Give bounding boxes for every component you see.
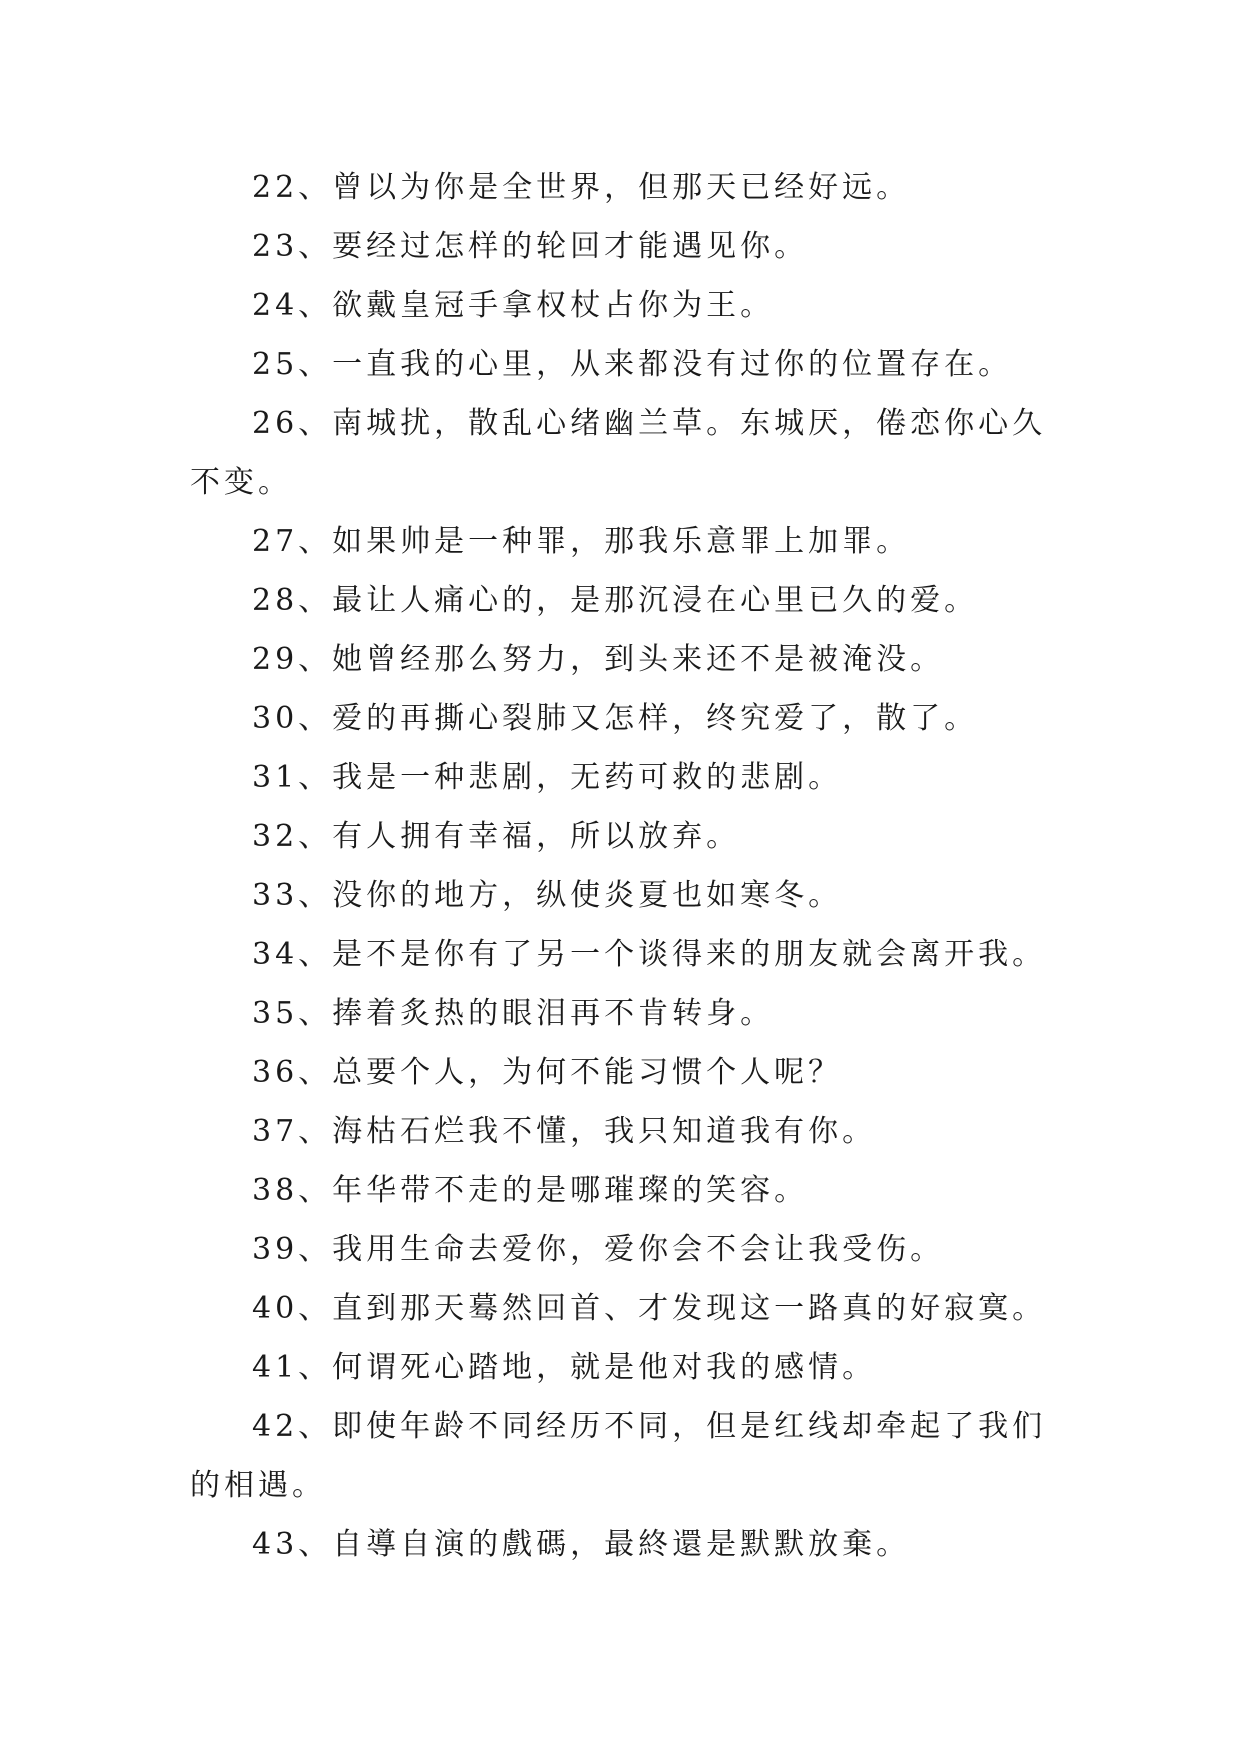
paragraph-26: 26、南城扰，散乱心绪幽兰草。东城厌，倦恋你心久不变。 [190,406,1047,500]
paragraph-29: 29、她曾经那么努力，到头来还不是被淹没。 [252,642,945,677]
paragraph-30: 30、爱的再撕心裂肺又怎样，终究爱了，散了。 [252,701,979,736]
paragraph-25: 25、一直我的心里，从来都没有过你的位置存在。 [252,347,1013,382]
paragraph-36: 36、总要个人，为何不能习惯个人呢？ [252,1055,843,1090]
paragraph-39: 39、我用生命去爱你，爱你会不会让我受伤。 [252,1232,945,1267]
paragraph-41: 41、何谓死心踏地，就是他对我的感情。 [252,1350,877,1385]
paragraph-31: 31、我是一种悲剧，无药可救的悲剧。 [252,760,843,795]
paragraph-28: 28、最让人痛心的，是那沉浸在心里已久的爱。 [252,583,979,618]
paragraph-27: 27、如果帅是一种罪，那我乐意罪上加罪。 [252,524,911,559]
paragraph-22: 22、曾以为你是全世界，但那天已经好远。 [252,170,911,205]
paragraph-33: 33、没你的地方，纵使炎夏也如寒冬。 [252,878,843,913]
paragraph-35: 35、捧着炙热的眼泪再不肯转身。 [252,996,775,1031]
paragraph-43: 43、自導自演的戲碼，最終還是默默放棄。 [252,1527,911,1562]
paragraph-32: 32、有人拥有幸福，所以放弃。 [252,819,741,854]
paragraph-40: 40、直到那天蓦然回首、才发现这一路真的好寂寞。 [252,1291,1047,1326]
paragraph-38: 38、年华带不走的是哪璀璨的笑容。 [252,1173,809,1208]
paragraph-34: 34、是不是你有了另一个谈得来的朋友就会离开我。 [252,937,1047,972]
paragraph-24: 24、欲戴皇冠手拿权杖占你为王。 [252,288,775,323]
paragraph-37: 37、海枯石烂我不懂，我只知道我有你。 [252,1114,877,1149]
document-body [190,158,1052,1574]
paragraph-42: 42、即使年龄不同经历不同，但是红线却牵起了我们的相遇。 [190,1409,1047,1503]
paragraph-23: 23、要经过怎样的轮回才能遇见你。 [252,229,809,264]
